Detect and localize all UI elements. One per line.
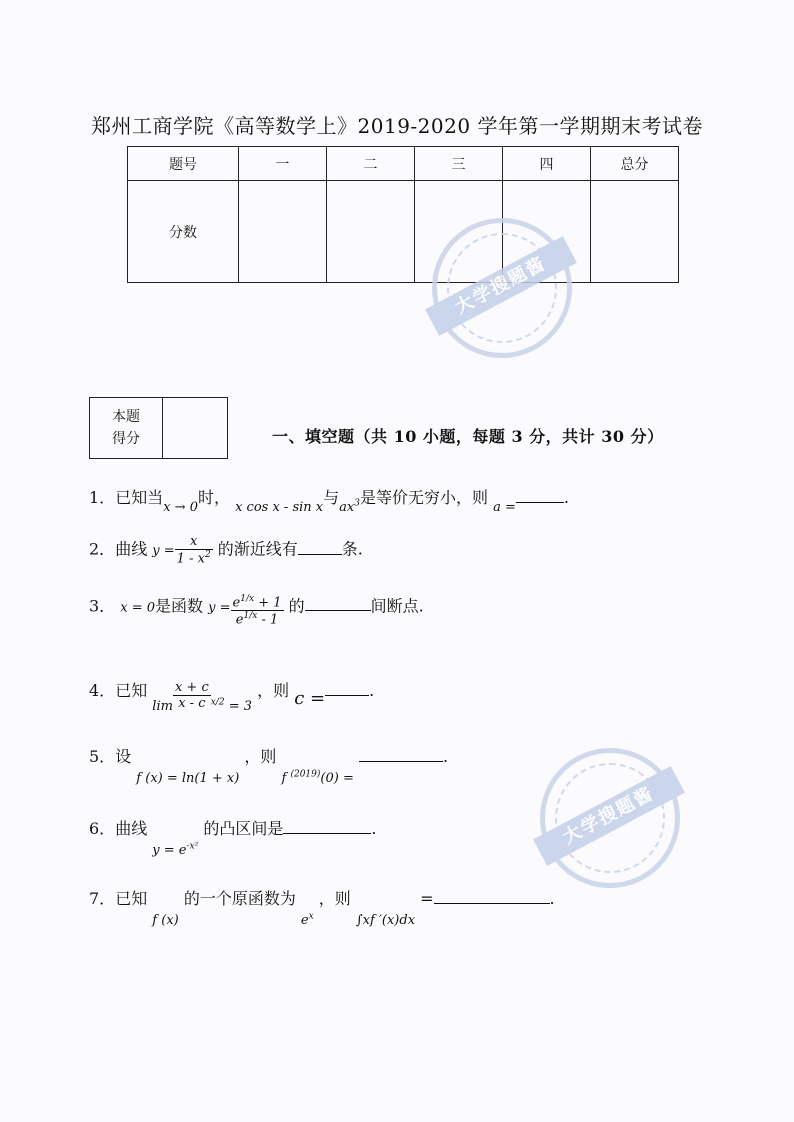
score-cell[interactable]	[327, 181, 415, 283]
exam-title: 郑州工商学院《高等数学上》2019-2020 学年第一学期期末考试卷	[91, 114, 703, 138]
header-cell-number: 题号	[128, 147, 239, 181]
answer-blank[interactable]	[359, 747, 443, 762]
question-4: 4．已知 $_{lim}$ $\frac{x + c}{x - c}$ $_{^{x/2} = 3}$ ，则 c = .	[89, 680, 375, 714]
score-row-label: 分数	[128, 181, 239, 283]
question-2: 2．曲线 y = $\frac{x}{1 - x^2}$ 的渐近线有 条.	[89, 534, 363, 567]
watermark-stamp	[540, 748, 680, 888]
score-cell[interactable]	[591, 181, 679, 283]
watermark-text: 大学搜题酱	[425, 236, 577, 336]
section-score-label: 本题 得分	[90, 398, 163, 459]
header-cell-three: 三	[415, 147, 503, 181]
section-title: 一、填空题（共 10 小题，每题 3 分，共计 30 分）	[272, 427, 664, 446]
header-cell-four: 四	[503, 147, 591, 181]
question-5: 5．设 $_{f (x) = ln(1 + x)}$ ，则 $_{f ^{(2019)}(0) =}$ .	[89, 747, 449, 786]
answer-blank[interactable]	[325, 681, 369, 696]
section-score-field[interactable]	[163, 398, 228, 459]
question-7: 7．已知 $_{f (x)}$ 的一个原函数为 $_{e^x}$ ，则 $_{\int xf '(x)dx}$ = .	[89, 889, 555, 928]
answer-blank[interactable]	[434, 889, 550, 904]
question-6: 6．曲线 $_{y = e^{-x^2}}$ 的凸区间是 .	[89, 819, 377, 858]
header-cell-one: 一	[239, 147, 327, 181]
answer-blank[interactable]	[298, 540, 342, 555]
watermark-text: 大学搜题酱	[533, 766, 685, 866]
header-cell-total: 总分	[591, 147, 679, 181]
answer-blank[interactable]	[283, 819, 371, 834]
question-3: 3． x = 0是函数 y = $\frac{e^{1/x} + 1}{e^{1/x} - 1}$ 的 间断点.	[89, 594, 424, 628]
answer-blank[interactable]	[305, 596, 371, 611]
watermark-stamp	[432, 218, 572, 358]
score-table	[127, 146, 679, 283]
question-1: 1．已知当$_{x \to 0}$时， $_{x cos x - sin x}$与$_{ax^3}$是等价无穷小，则 $_{a =}$.	[89, 488, 569, 515]
header-cell-two: 二	[327, 147, 415, 181]
section-score-box	[89, 397, 228, 459]
score-cell[interactable]	[239, 181, 327, 283]
answer-blank[interactable]	[516, 488, 564, 503]
